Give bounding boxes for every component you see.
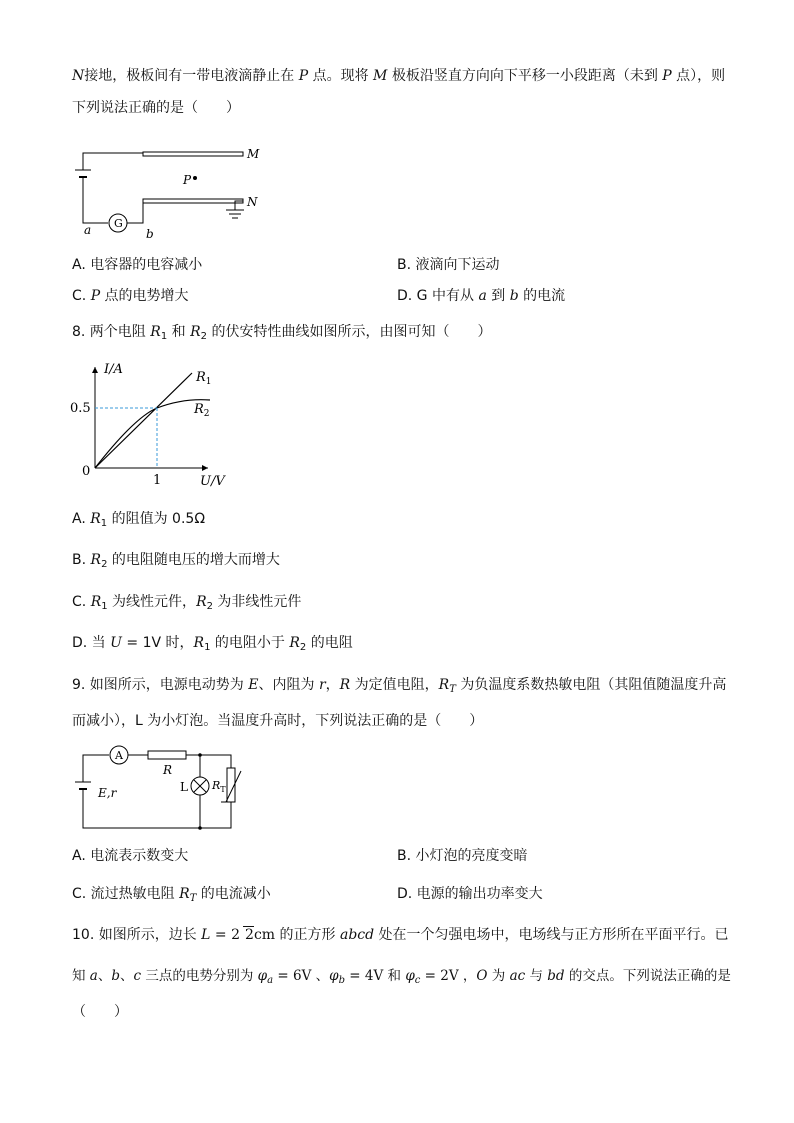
q9-stem-line2: 而减小），L 为小灯泡。当温度升高时，下列说法正确的是（ ） xyxy=(72,713,484,729)
resistor-r-label: R xyxy=(163,763,173,777)
galvanometer-label: G xyxy=(114,217,123,230)
q7-option-a: A. 电容器的电容减小 xyxy=(72,257,203,273)
q10-stem-line1: 10. 如图所示，边长 L = 2 2cm 的正方形 abcd 处在一个匀强电场中，电场线与正方形所在平面平行。已 xyxy=(72,927,729,943)
q8-option-c: C. $R_1$ 为线性元件，$R_2$ 为非线性元件 xyxy=(72,594,302,612)
node-b-label: b xyxy=(146,227,154,241)
q7-option-b: B. 液滴向下运动 xyxy=(397,257,500,273)
plate-n-label: N xyxy=(247,195,258,209)
q9-option-b: B. 小灯泡的亮度变暗 xyxy=(397,848,528,864)
q8-stem: 8. 两个电阻 $R_1$ 和 $R_2$ 的伏安特性曲线如图所示，由图可知（ ） xyxy=(72,324,492,342)
q9-option-c: C. 流过热敏电阻 $R_T$ 的电流减小 xyxy=(72,886,271,904)
q8-option-d: D. 当 U = 1V 时，$R_1$ 的电阻小于 $R_2$ 的电阻 xyxy=(72,635,353,653)
q8-option-b: B. $R_2$ 的电阻随电压的增大而增大 xyxy=(72,552,280,570)
x-tick-label: 1 xyxy=(153,473,162,488)
sqrt-radicand: 2 xyxy=(245,927,254,943)
y-tick-label: 0.5 xyxy=(70,401,91,416)
q9-option-a: A. 电流表示数变大 xyxy=(72,848,189,864)
q9-option-d: D. 电源的输出功率变大 xyxy=(397,886,543,902)
r1-curve-label: $R_1$ xyxy=(196,370,212,387)
source-er-label: E,r xyxy=(98,786,117,800)
y-axis-label: I/A xyxy=(104,362,123,377)
q10-stem-line3: （ ） xyxy=(72,1004,128,1020)
q7-stem-line2: 下列说法正确的是（ ） xyxy=(72,100,240,116)
q8-option-a: A. $R_1$ 的阻值为 0.5Ω xyxy=(72,511,206,529)
x-axis-label: U/V xyxy=(200,474,225,489)
iv-characteristic-graph xyxy=(70,355,250,495)
droplet-p-dot xyxy=(193,176,197,180)
curve-r2 xyxy=(95,400,210,468)
ammeter-label: A xyxy=(115,749,123,762)
node-a-label: a xyxy=(84,223,92,237)
q9-stem-line1: 9. 如图所示，电源电动势为 E、内阻为 r，R 为定值电阻，$R_T$ 为负温度系数热敏电阻（其阻值随温度升高 xyxy=(72,677,727,695)
thermistor-rt-label: $R_T$ xyxy=(212,779,226,794)
lamp-l-label: L xyxy=(180,780,188,794)
q7-stem-line1: N接地，极板间有一带电液滴静止在 P 点。现将 M 极板沿竖直方向向下平移一小段距离（未到 P 点），则 xyxy=(72,68,726,84)
q7-option-d: D. G 中有从 a 到 b 的电流 xyxy=(397,288,566,304)
curve-r1 xyxy=(95,373,192,468)
point-p-label: P xyxy=(183,173,192,187)
q7-option-c: C. P 点的电势增大 xyxy=(72,288,189,304)
origin-label: 0 xyxy=(82,464,91,479)
capacitor-circuit-diagram xyxy=(70,130,270,240)
r2-curve-label: $R_2$ xyxy=(194,402,210,419)
thermistor-circuit-diagram xyxy=(70,742,250,837)
plate-m-label: M xyxy=(247,147,260,161)
q10-stem-line2: 知 a、b、c 三点的电势分别为 $\varphi_a = 6V$ 、$\varphi_b = 4V$ 和 $\varphi_c = 2V$ ，O 为 ac 与 bd 的交点。下列说法正确的是 xyxy=(72,968,731,986)
